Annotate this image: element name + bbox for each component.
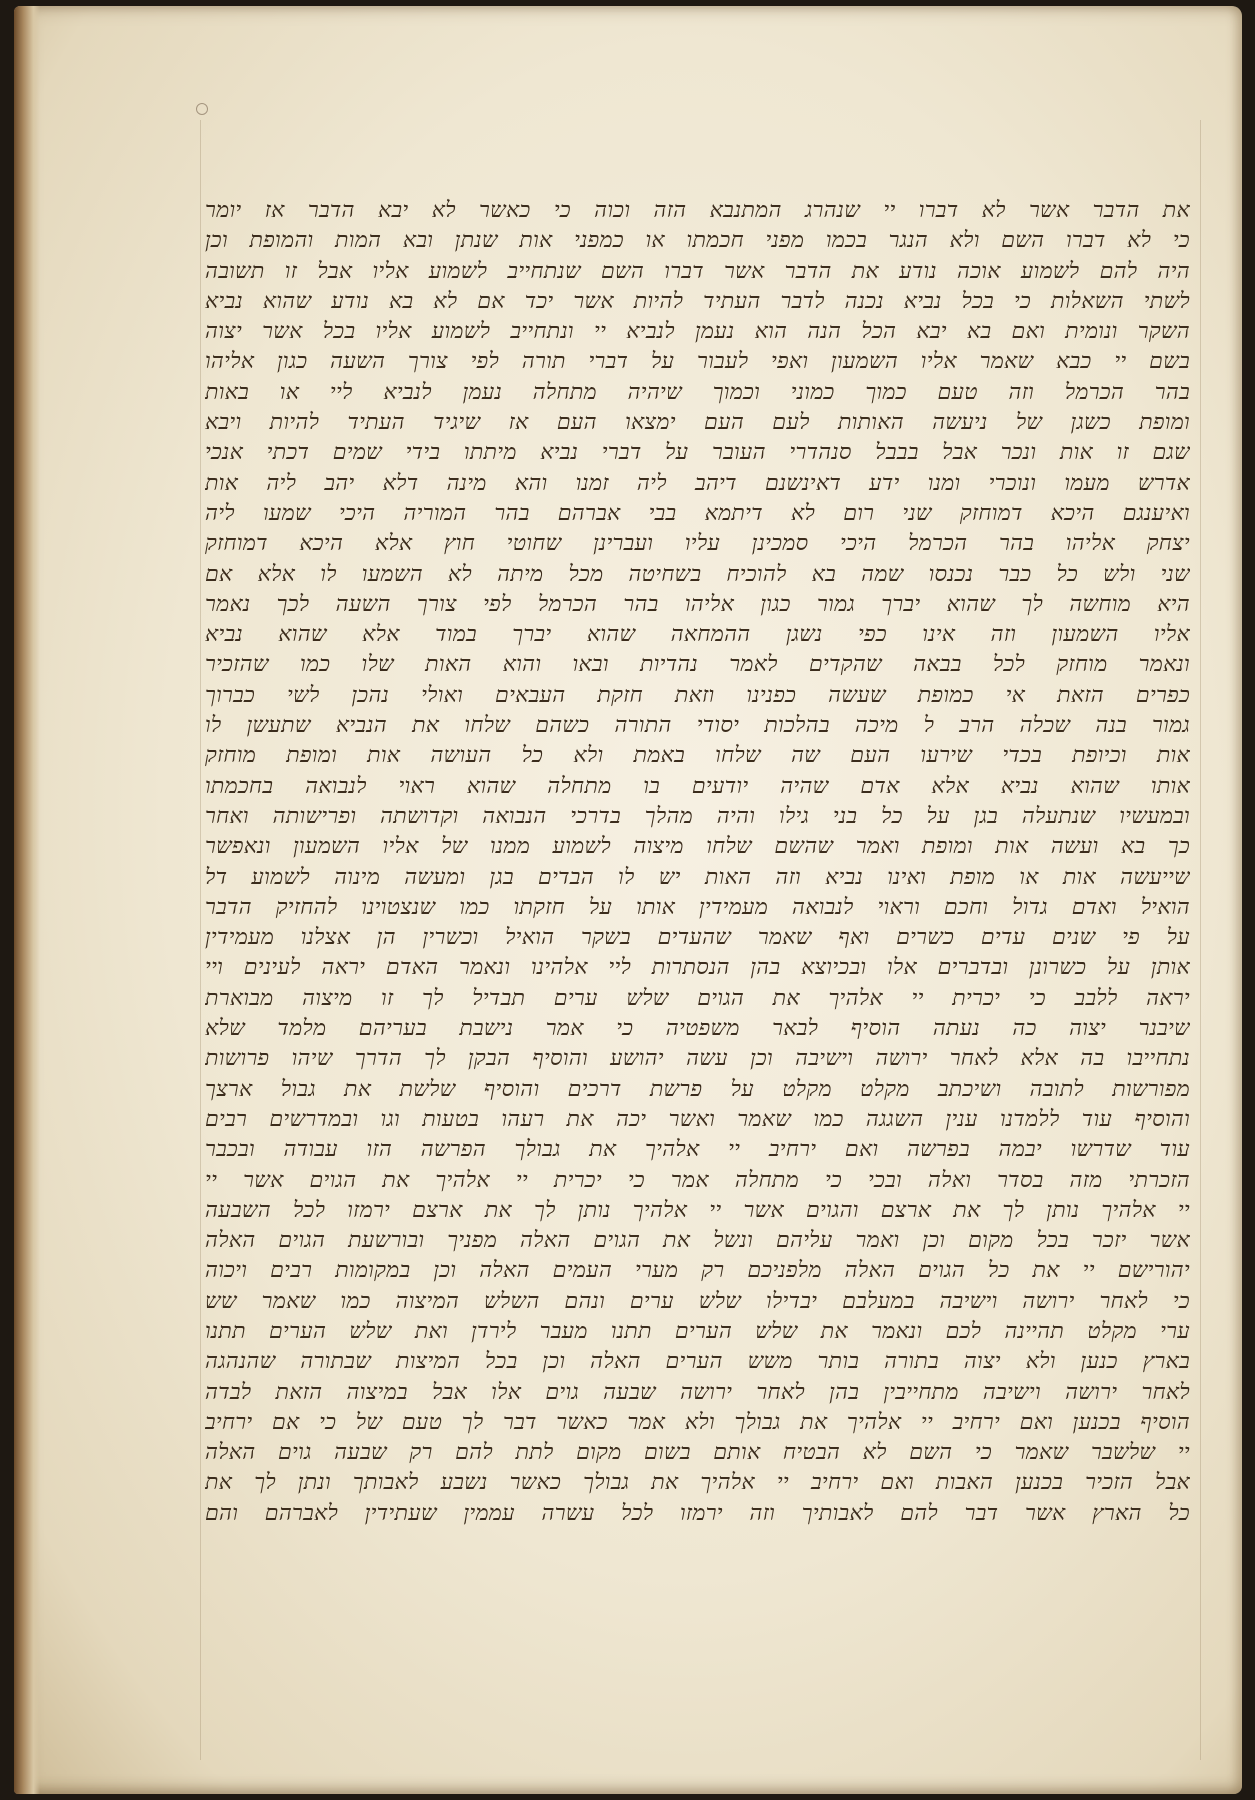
page-binding-edge xyxy=(14,6,40,1794)
text-line: כי לא דברו השם ולא הנגר בכמו מפני חכמתו או כמפני אות שנתן ובא המות והמופת וכן xyxy=(205,228,1190,254)
text-line: בהר הכרמל וזה טעם כמוך כמוני וכמוך שיהיה מתחלה נעמן לנביא ליי או באות xyxy=(205,379,1190,405)
text-line: אדרש מעמו ונוכרי ומנו ידע דאינשנם דיהב ליה זמנו והא מינה דלא יהב ליה אות xyxy=(205,470,1190,496)
text-line: שני ולש כל כבר נכנסו שמה בא להוכיח בשחיטה מכל מיתה לא השמעו לו אלא אם xyxy=(205,561,1190,587)
text-line: ומופת כשגן של ניעשה האותות לעם העם ימצאו העם אז שיגיד העתיד להיות ויבא xyxy=(205,410,1190,436)
text-line: הזכרתי מזה בסדר ואלה ובכי כי מתחלה אמר כי יכרית יי אלהיך את הגוים אשר יי xyxy=(205,1167,1190,1193)
text-line: עוד שדרשו יבמה בפרשה ואם ירחיב יי אלהיך את גבולך הפרשה הזו עבודה ובכבר xyxy=(205,1137,1190,1163)
text-line: נתחייבו בה אלא לאחר ירושה וישיבה וכן עשה יהושע והוסיף הבקן לך הדרך שיהו פרושות xyxy=(205,1046,1190,1072)
text-line: שייעשה אות או מופת ואינו נביא וזה האות יש לו הבדים בגן ומעשה מינוה לשמוע דל xyxy=(205,864,1190,890)
right-margin-ruling xyxy=(1200,120,1201,1760)
text-line: לאחר ירושה וישיבה מתחייבין בהן לאחר ירושה שבעה גוים אלו אבל במיצוה הזאת לבדה xyxy=(205,1379,1190,1405)
text-line: היה להם לשמוע אוכה נודע את הדבר אשר דברו השם שנתחייב לשמוע אליו אבל זו תשובה xyxy=(205,258,1190,284)
text-line: יצחק אליהו בהר הכרמל היכי סמכינן עליו ועברינן שחוטי חוץ אלא היכא דמוחזק xyxy=(205,531,1190,557)
text-line: ונאמר מוחזק לכל בבאה שהקדים לאמר נהדיות ובאו והוא האות שלו כמו שהזכיר xyxy=(205,652,1190,678)
text-line: ערי מקלט תהיינה לכם ונאמר את שלש הערים תתנו מעבר לירדן ואת שלש הערים תתנו xyxy=(205,1318,1190,1344)
text-line: אותן על כשרונן ובדברים אלו ובכיוצא בהן הנסתרות ליי אלהינו ונאמר האדם יראה לעינים ויי xyxy=(205,955,1190,981)
left-margin-ruling xyxy=(200,120,201,1760)
manuscript-text-block xyxy=(205,196,1190,1529)
text-line: שיבנר יצוה כה נעתה הוסיף לבאר משפטיה כי אמר נישבת בעריהם מלמד שלא xyxy=(205,1016,1190,1042)
text-line: בארץ כנען ולא יצוה בתורה בותר משש הערים האלה וכן בכל המיצות שבתורה שהנהגה xyxy=(205,1349,1190,1375)
text-line: יהורישם יי את כל הגוים האלה מלפניכם רק מערי העמים האלה וכן במקומות רבים ויכוה xyxy=(205,1258,1190,1284)
text-line: היא מוחשה לך שהוא יברך גמור כגון אליהו בהר הכרמל לפי צורך השעה לכך נאמר xyxy=(205,591,1190,617)
folio-mark-icon xyxy=(196,103,208,115)
text-line: כך בא ועשה אות ומופת ואמר שהשם שלחו מיצוה לשמוע ממנו של אליו השמעון ונאפשר xyxy=(205,834,1190,860)
text-line: בשם יי כבא שאמר אליו השמעון ואפי לעבור על דברי תורה לפי צורך השעה כגון אליהו xyxy=(205,349,1190,375)
text-line: והוסיף עוד ללמדנו ענין השגגה כמו שאמר ואשר יכה את רעהו בטעות וגו ובמדרשים רבים xyxy=(205,1106,1190,1132)
text-line: אבל הזכיר בכנען האבות ואם ירחיב יי אלהיך את גבולך כאשר נשבע לאבותך ונתן לך את xyxy=(205,1470,1190,1496)
text-line: יי אלהיך נותן לך את ארצם והגוים אשר יי אלהיך נותן לך את ארצם ירמזו לכל השבעה xyxy=(205,1197,1190,1223)
text-line: כל הארץ אשר דבר להם לאבותיך וזה ירמזו לכל עשרה עממין שעתידין לאברהם והם xyxy=(205,1500,1190,1526)
text-line: אותו שהוא נביא אלא אדם שהיה יודעים בו מתחלה שהוא ראוי לנבואה בחכמתו xyxy=(205,773,1190,799)
text-line: שגם זו אות ונכר אבל בבבל סנהדרי העובר על דברי נביא מיתתו בידי שמים דכתי אנכי xyxy=(205,440,1190,466)
text-line: ואיענגם היכא דמוחזק שני רום לא דיתמא בבי אברהם בהר המוריה היכי שמעו ליה xyxy=(205,500,1190,526)
text-line: אות וכיופת בכדי שירעו העם שה שלחו באמת ולא כל העושה אות ומופת מוחזק xyxy=(205,743,1190,769)
text-line: ובמעשיו שנתעלה בגן על כל בני גילו והיה מהלך בדרכי הנבואה וקדושתה ופרישותה ואחר xyxy=(205,803,1190,829)
text-line: לשתי השאלות כי בכל נביא נכנה לדבר העתיד להיות אשר יכד אם לא בא נודע שהוא נביא xyxy=(205,288,1190,314)
text-line: כי לאחר ירושה וישיבה במעלבם יבדילו שלש ערים ונהם השלש המיצוה כמו שאמר שש xyxy=(205,1288,1190,1314)
text-line: הואיל ואדם גדול וחכם וראוי לנבואה מעמידין אותו על חזקתו כמו שנצטוינו להחזיק הדבר xyxy=(205,894,1190,920)
text-line: על פי שנים עדים כשרים ואף שאמר שהעדים בשקר הואיל וכשרין הן אצלנו מעמידין xyxy=(205,925,1190,951)
text-line: הוסיף בכנען ואם ירחיב יי אלהיך את גבולך ולא אמר כאשר דבר לך טעם של כי אם ירחיב xyxy=(205,1409,1190,1435)
text-line: מפורשות לתובה ושיכתב מקלט מקלט על פרשת דרכים והוסיף שלשת את גבול ארצך xyxy=(205,1076,1190,1102)
text-line: יי שלשבר שאמר כי השם לא הבטיח אותם בשום מקום לתת להם רק שבעה גוים האלה xyxy=(205,1440,1190,1466)
text-line: את הדבר אשר לא דברו יי שנהרג המתנבא הזה וכוה כי כאשר לא יבא הדבר אז יומר xyxy=(205,198,1190,223)
text-line: השקר ונומית ואם בא יבא הכל הנה הוא נעמן לנביא יי ונתחייב לשמוע אליו בכל אשר יצוה xyxy=(205,319,1190,345)
text-line: גמור בנה שכלה הרב ל מיכה בהלכות יסודי התורה כשהם שלחו את הנביא שתעשן לו xyxy=(205,713,1190,739)
text-line: אליו השמעון וזה אינו כפי נשגן ההמחאה שהוא יברך במוד אלא שהוא נביא xyxy=(205,622,1190,648)
text-line: כפרים הזאת אי כמופת שעשה כפנינו וזאת חזקת העבאים ואולי נהכן לשי כברוך xyxy=(205,682,1190,708)
text-line: יראה ללבב כי יכרית יי אלהיך את הגוים שלש ערים תבדיל לך זו מיצוה מבוארת xyxy=(205,985,1190,1011)
text-line: אשר יזכר בכל מקום וכן ואמר עליהם ונשל את הגוים האלה מפניך ובורשעת הגוים האלה xyxy=(205,1228,1190,1254)
